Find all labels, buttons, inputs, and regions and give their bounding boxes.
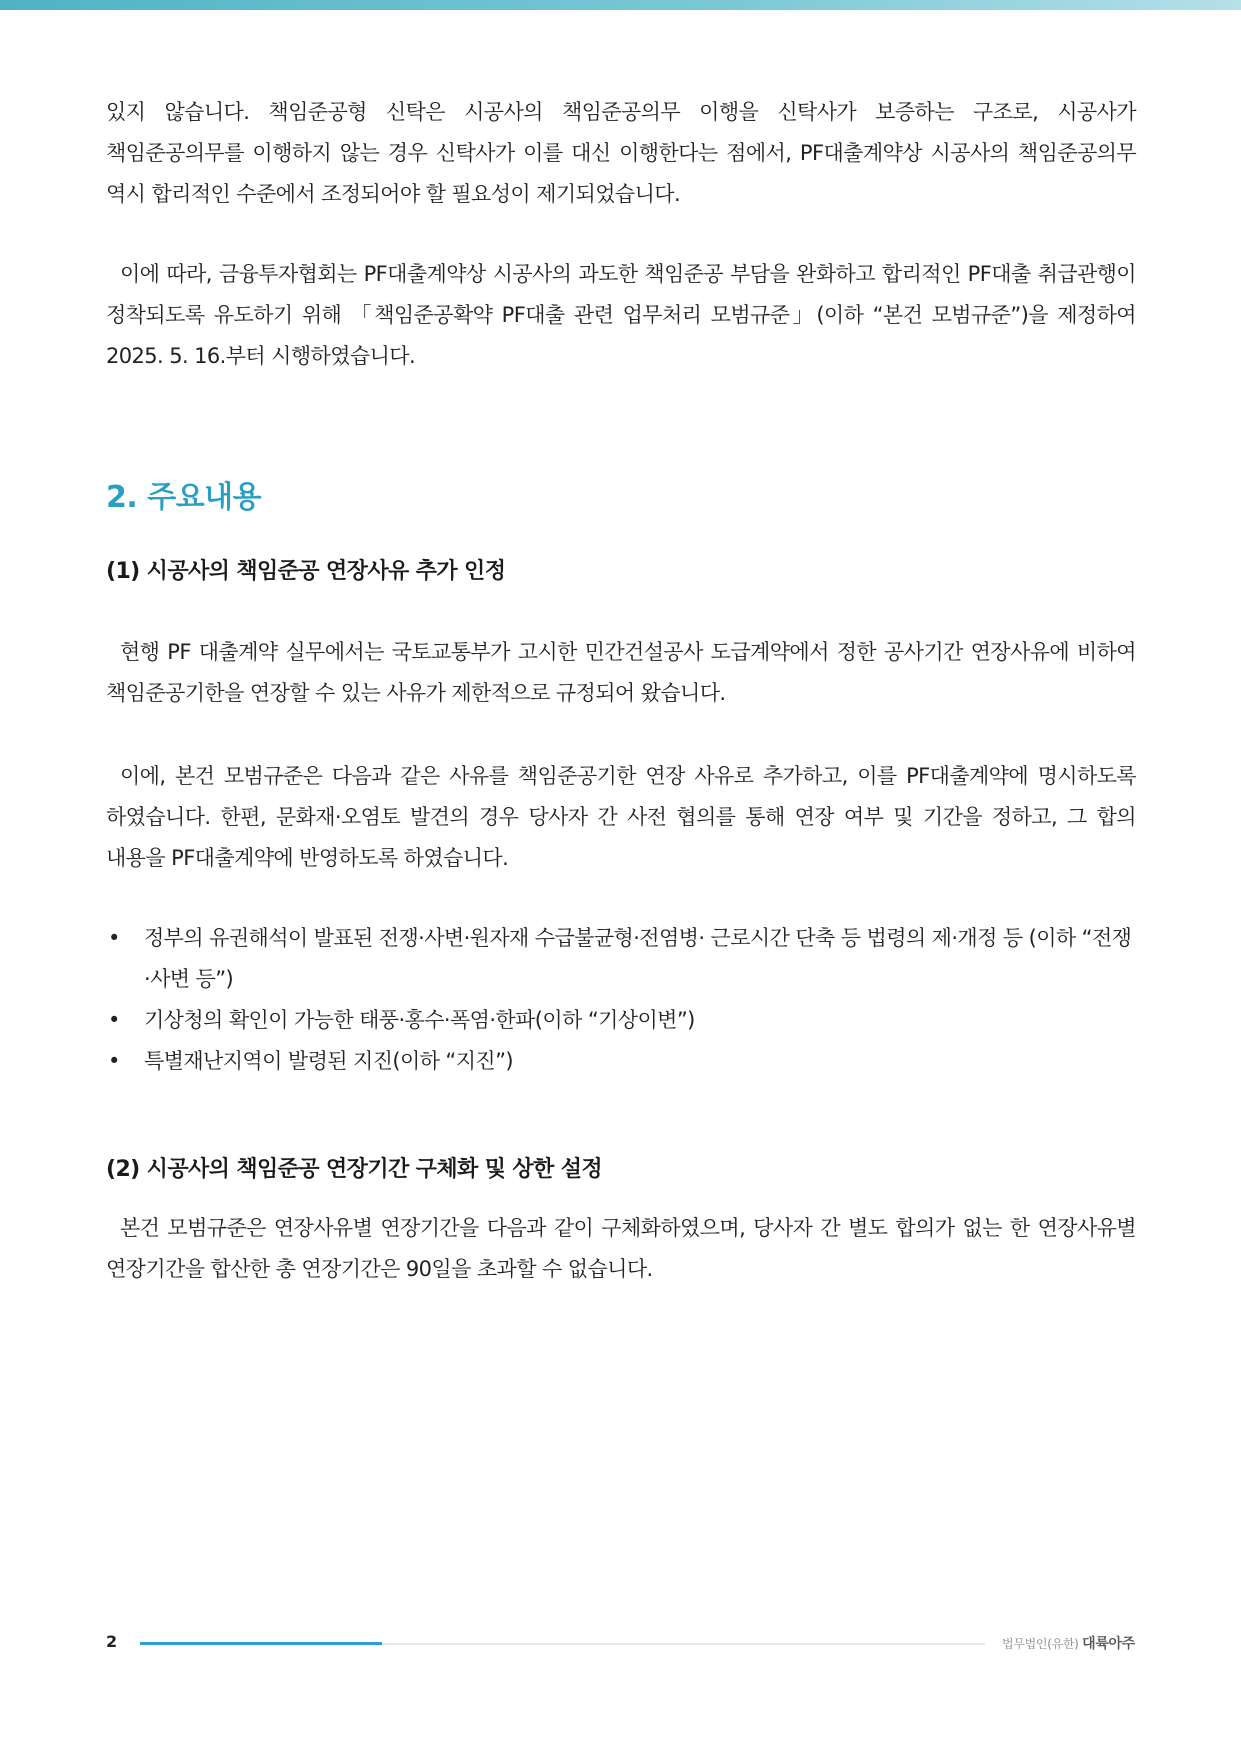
- section-title: 2. 주요내용: [106, 480, 262, 515]
- subsection-2-heading: (2) 시공사의 책임준공 연장기간 구체화 및 상한 설정: [106, 1157, 603, 1182]
- list-item-text: 정부의 유권해석이 발표된 전쟁·사변·원자재 수급불균형·전염병· 근로시간 단축 등 법령의 제·개정 등 (이하 “전쟁·사변 등”): [144, 926, 1132, 991]
- page-number: 2: [106, 1632, 118, 1651]
- firm-name: [1002, 1633, 1135, 1653]
- top-accent-bar: [0, 0, 1241, 10]
- list-item: [106, 1000, 1136, 1041]
- intro-paragraph-2: 이에 따라, 금융투자협회는 PF대출계약상 시공사의 과도한 책임준공 부담을 완화하고 합리적인 PF대출 취급관행이 정착되도록 유도하기 위해 「책임준공확약 PF대출 관련 업무처리 모범규준」(이하 “본건 모범규준”)을 제정하여 2025. 5. 16.부터 시행하였습니다.: [106, 262, 1136, 368]
- intro-paragraph-1: 있지 않습니다. 책임준공형 신탁은 시공사의 책임준공의무 이행을 신탁사가 보증하는 구조로, 시공사가 책임준공의무를 이행하지 않는 경우 신탁사가 이를 대신 이행한다는 점에서, PF대출계약상 시공사의 책임준공의무 역시 합리적인 수준에서 조정되어야 할 필요성이 제기되었습니다.: [106, 100, 1136, 206]
- list-item-text: 특별재난지역이 발령된 지진(이하 “지진”): [144, 1049, 513, 1073]
- list-item-text: 기상청의 확인이 가능한 태풍·홍수·폭염·한파(이하 “기상이변”): [144, 1008, 695, 1032]
- subsection-1-paragraph-2: 이에, 본건 모범규준은 다음과 같은 사유를 책임준공기한 연장 사유로 추가하고, 이를 PF대출계약에 명시하도록 하였습니다. 한편, 문화재·오염토 발견의 경우 당사자 간 사전 협의를 통해 연장 여부 및 기간을 정하고, 그 합의 내용을 PF대출계약에 반영하도록 하였습니다.: [106, 764, 1136, 870]
- list-item: [106, 1041, 1136, 1082]
- bullet-icon: •: [108, 926, 120, 950]
- subsection-1-paragraph-1: 현행 PF 대출계약 실무에서는 국토교통부가 고시한 민간건설공사 도급계약에서 정한 공사기간 연장사유에 비하여 책임준공기한을 연장할 수 있는 사유가 제한적으로 규정되어 왔습니다.: [106, 640, 1136, 705]
- extension-reasons-list: [106, 918, 1136, 1082]
- firm-prefix: 법무법인(유한): [1002, 1637, 1079, 1651]
- subsection-1-heading: (1) 시공사의 책임준공 연장사유 추가 인정: [106, 559, 506, 584]
- bullet-icon: •: [108, 1008, 120, 1032]
- subsection-2-paragraph-1: 본건 모범규준은 연장사유별 연장기간을 다음과 같이 구체화하였으며, 당사자 간 별도 합의가 없는 한 연장사유별 연장기간을 합산한 총 연장기간은 90일을 초과할 수 없습니다.: [106, 1216, 1136, 1281]
- firm-brand: 대륙아주: [1082, 1636, 1135, 1652]
- list-item: [106, 918, 1136, 1000]
- bullet-icon: •: [108, 1049, 120, 1073]
- footer-divider-accent: [140, 1642, 382, 1645]
